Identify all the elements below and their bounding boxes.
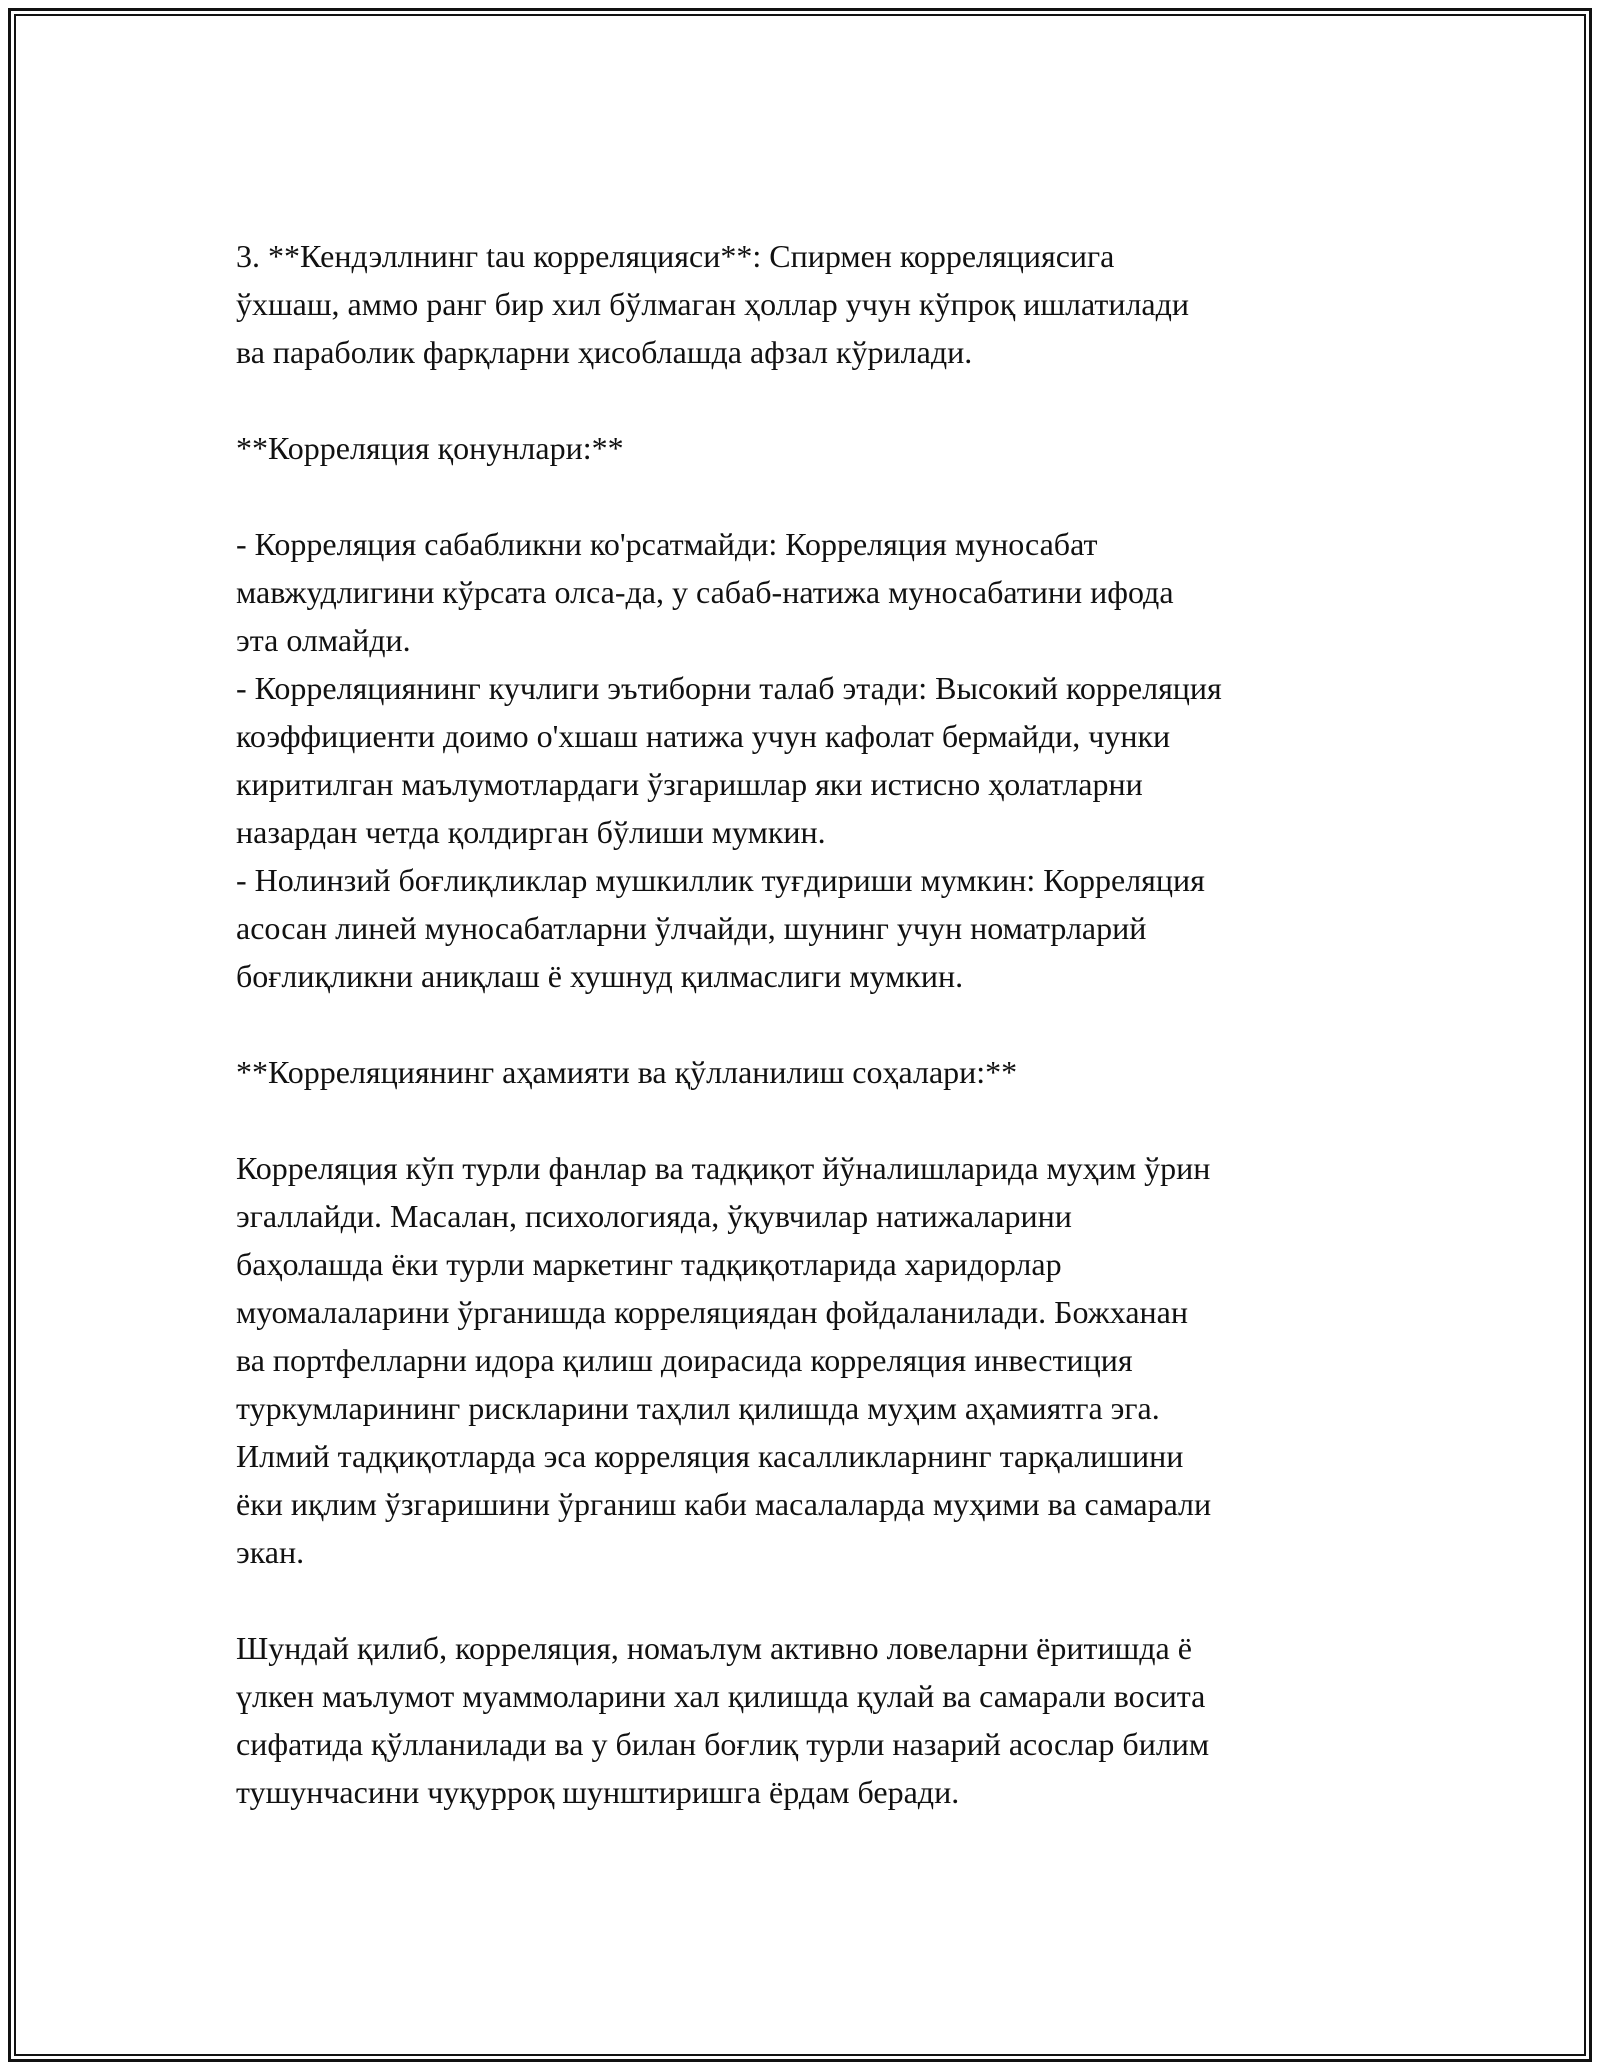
paragraph-spacer bbox=[236, 1096, 1376, 1144]
list-correlation-rules: - Корреляция сабабликни ко'рсатмайди: Корреляция муносабат мавжудлигини кўрсата олса-да, у сабаб-натижа муносабатини ифода эта олмайди. - Корреляциянинг кучлиги эътиборни талаб этади: Высокий корреляция коэффициенти доимо о'хшаш натижа учун кафолат бермайди, чунки киритилган маълумотлардаги ўзгаришлар яки истисно ҳолатларни назардан четда қолдирган бўлиши мумкин. - Нолинзий боғлиқликлар мушкиллик туғдириши мумкин: Корреляция асосан линей муносабатларни ўлчайди, шунинг учун номатрларий боғлиқликни аниқлаш ё хушнуд қилмаслиги мумкин. bbox=[236, 526, 1222, 994]
paragraph-spacer bbox=[236, 376, 1376, 424]
paragraph-spacer bbox=[236, 472, 1376, 520]
paragraph-spacer bbox=[236, 1576, 1376, 1624]
heading-correlation-importance: **Корреляциянинг аҳамияти ва қўлланилиш соҳалари:** bbox=[236, 1054, 1018, 1090]
paragraph-kendall-tau: 3. **Кендэллнинг tau корреляцияси**: Спирмен корреляциясига ўхшаш, аммо ранг бир хил бўлмаган ҳоллар учун кўпроқ ишлатилади ва параболик фарқларни ҳисоблашда афзал кўрилади. bbox=[236, 238, 1190, 370]
document-body bbox=[236, 232, 1376, 1816]
heading-correlation-rules: **Корреляция қонунлари:** bbox=[236, 430, 624, 466]
paragraph-spacer bbox=[236, 1000, 1376, 1048]
paragraph-conclusion: Шундай қилиб, корреляция, номаълум активно ловеларни ёритишда ё үлкен маълумот муаммоларини хал қилишда қулай ва самарали восита сифатида қўлланилади ва у билан боғлиқ турли назарий асослар билим тушунчасини чуқурроқ шунштиришга ёрдам беради. bbox=[236, 1630, 1210, 1810]
paragraph-applications: Корреляция кўп турли фанлар ва тадқиқот йўналишларида муҳим ўрин эгаллайди. Масалан, психологияда, ўқувчилар натижаларини баҳолашда ёки турли маркетинг тадқиқотларида харидорлар муомалаларини ўрганишда корреляциядан фойдаланилади. Божханан ва портфелларни идора қилиш доирасида корреляция инвестиция туркумларининг рискларини таҳлил қилишда муҳим аҳамиятга эга. Илмий тадқиқотларда эса корреляция касалликларнинг тарқалишини ёки иқлим ўзгаришини ўрганиш каби масалаларда муҳими ва самарали экан. bbox=[236, 1150, 1212, 1570]
